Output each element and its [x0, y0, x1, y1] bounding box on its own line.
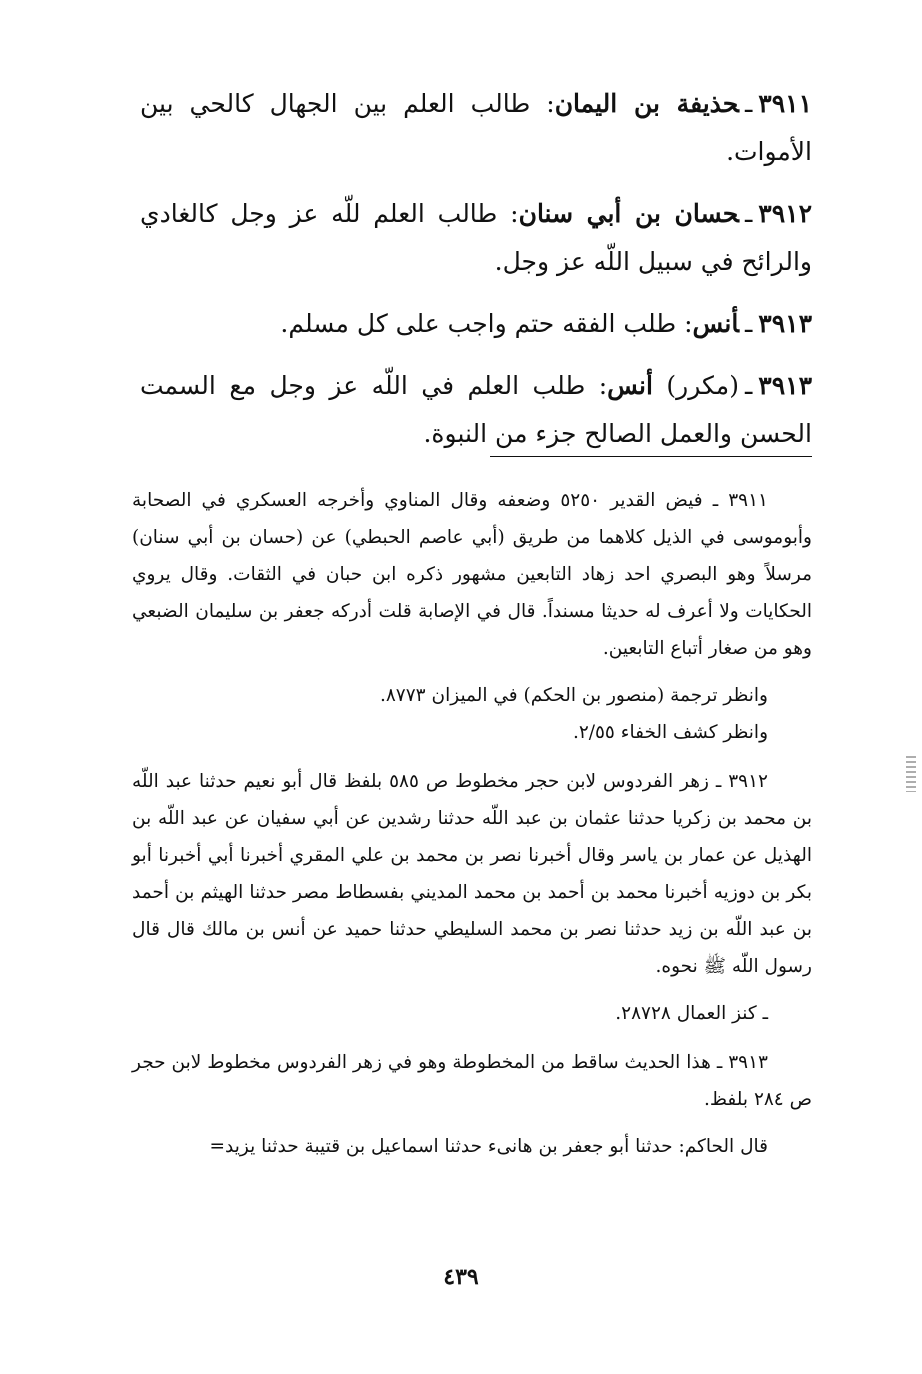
hadith-text: : طالب العلم بين الجهال كالحي بين الأموات. [140, 89, 812, 166]
hadith-dash: ـ [744, 371, 753, 400]
footnote-number: ٣٩١١ ـ [712, 490, 768, 511]
footnote-number: ٣٩١٣ ـ [716, 1052, 768, 1073]
page-number: ٤٣٩ [443, 1264, 479, 1290]
footnotes-section [132, 482, 812, 1165]
hadith-narrator: أنس [607, 371, 653, 400]
footnote-3911-ref-1: وانظر ترجمة (منصور بن الحكم) في الميزان ٨٧٧٣. [379, 685, 768, 706]
hadith-3913 [140, 300, 812, 348]
hadith-prefix: (مكرر) [666, 371, 739, 400]
footnote-number: ٣٩١٢ ـ [715, 771, 768, 792]
hadith-narrator: حذيفة بن اليمان [554, 89, 739, 118]
hadith-number: ٣٩١٣ [758, 371, 812, 400]
hadith-number: ٣٩١١ [758, 89, 812, 118]
footnote-3913-ref-1: قال الحاكم: حدثنا أبو جعفر بن هانىء حدثنا اسماعيل بن قتيبة حدثنا يزيد= [209, 1136, 768, 1157]
hadith-text: : طلب الفقه حتم واجب على كل مسلم. [280, 309, 693, 338]
footnote-text: زهر الفردوس لابن حجر مخطوط ص ٥٨٥ بلفظ قال أبو نعيم حدثنا عبد اللّه بن محمد بن زكريا حدثنا عثمان بن عبد اللّه حدثنا رشدين عن أبي سفيان عن عبد اللّه بن الهذيل عن عمار بن ياسر وقال أخبرنا نصر بن محمد بن علي المقري أخبرنا أبي أخبرنا أبو بكر بن دوزيه أخبرنا محمد بن أحمد بن محمد المديني بفسطاط مصر حدثنا الهيثم بن أحمد بن عبد اللّه بن زيد حدثنا نصر بن محمد السليطي حدثنا حميد عن أنس بن مالك قال قال رسول اللّه ﷺ نحوه. [132, 771, 812, 977]
footnote-3912-ref-1: ـ كنز العمال ٢٨٧٢٨. [615, 1003, 768, 1024]
hadith-narrator: أنس [692, 309, 739, 338]
hadith-section [140, 80, 812, 472]
hadith-dash: ـ [744, 309, 753, 338]
footnote-divider [490, 456, 812, 457]
footnote-3913 [132, 1044, 812, 1118]
hadith-dash: ـ [744, 89, 753, 118]
hadith-narrator: حسان بن أبي سنان [518, 199, 739, 228]
footnote-3912 [132, 763, 812, 985]
footnote-text: هذا الحديث ساقط من المخطوطة وهو في زهر الفردوس مخطوط لابن حجر ص ٢٨٤ بلفظ. [132, 1052, 812, 1110]
hadith-text: : طالب العلم للّه عز وجل كالغادي والرائح في سبيل اللّه عز وجل. [140, 199, 812, 276]
footnote-text: فيض القدير ٥٢٥٠ وضعفه وقال المناوي وأخرجه العسكري في الصحابة وأبوموسى في الذيل كلاهما من طريق (أبي عاصم الحبطي) عن (حسان بن أبي سنان) مرسلاً وهو البصري احد زهاد التابعين مشهور ذكره ابن حبان في الثقات. وقال يروي الحكايات ولا أعرف له حديثا مسنداً. قال في الإصابة قلت أدركه جعفر بن سليمان الضبعي وهو من صغار أتباع التابعين. [132, 490, 812, 659]
hadith-text: : طلب العلم في اللّه عز وجل مع السمت الحسن والعمل الصالح جزء من النبوة. [140, 371, 812, 448]
hadith-number: ٣٩١٣ [758, 309, 812, 338]
hadith-dash: ـ [744, 199, 753, 228]
scan-artifact [906, 756, 916, 792]
hadith-3911 [140, 80, 812, 176]
footnote-3911 [132, 482, 812, 667]
hadith-number: ٣٩١٢ [758, 199, 812, 228]
footnote-3911-ref-2: وانظر كشف الخفاء ٢/٥٥. [572, 722, 768, 743]
hadith-3912 [140, 190, 812, 286]
hadith-3913-repeated [140, 362, 812, 458]
